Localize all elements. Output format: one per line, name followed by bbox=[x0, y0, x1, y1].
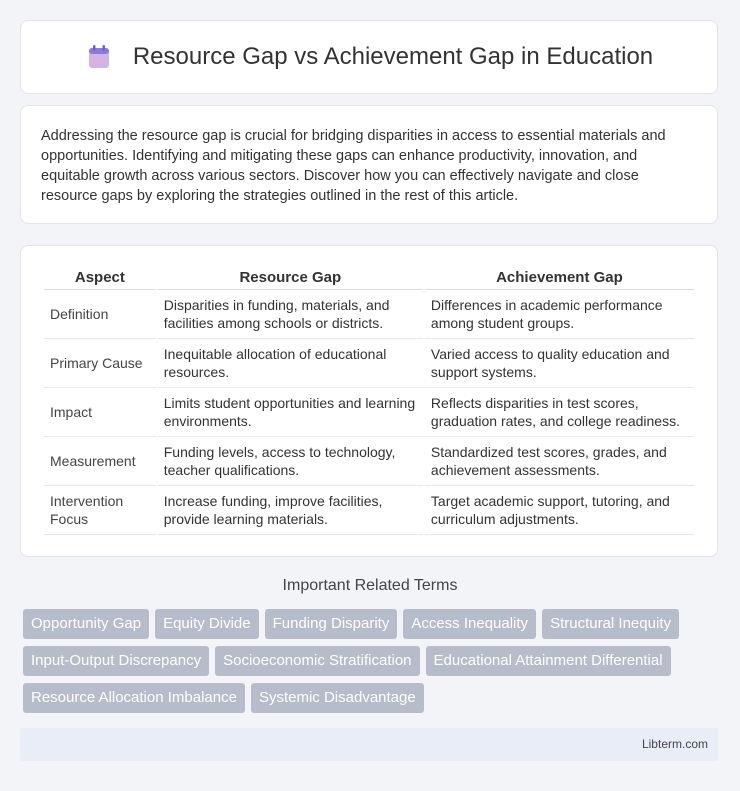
table-row bbox=[44, 290, 694, 339]
table-header-row bbox=[44, 266, 694, 290]
column-header-resource-gap: Resource Gap bbox=[158, 266, 423, 290]
intro-card bbox=[20, 105, 718, 224]
page-title: Resource Gap vs Achievement Gap in Education bbox=[132, 43, 654, 70]
related-term-tag[interactable]: Equity Divide bbox=[155, 609, 259, 639]
comparison-table bbox=[42, 266, 696, 535]
achievement-gap-cell: Target academic support, tutoring, and curriculum adjustments. bbox=[425, 486, 694, 535]
related-term-tag[interactable]: Input-Output Discrepancy bbox=[23, 646, 209, 676]
achievement-gap-cell: Standardized test scores, grades, and achievement assessments. bbox=[425, 437, 694, 486]
aspect-cell: Primary Cause bbox=[44, 339, 156, 388]
aspect-cell: Measurement bbox=[44, 437, 156, 486]
notepad-icon bbox=[85, 43, 113, 71]
column-header-achievement-gap: Achievement Gap bbox=[425, 266, 694, 290]
resource-gap-cell: Disparities in funding, materials, and facilities among schools or districts. bbox=[158, 290, 423, 339]
resource-gap-cell: Funding levels, access to technology, teacher qualifications. bbox=[158, 437, 423, 486]
related-term-tag[interactable]: Access Inequality bbox=[403, 609, 536, 639]
table-row bbox=[44, 437, 694, 486]
related-terms-heading: Important Related Terms bbox=[282, 577, 458, 594]
related-term-tag[interactable]: Socioeconomic Stratification bbox=[215, 646, 419, 676]
table-row bbox=[44, 388, 694, 437]
related-terms-list bbox=[23, 609, 723, 713]
resource-gap-cell: Limits student opportunities and learning environments. bbox=[158, 388, 423, 437]
related-term-tag[interactable]: Resource Allocation Imbalance bbox=[23, 683, 245, 713]
achievement-gap-cell: Differences in academic performance among student groups. bbox=[425, 290, 694, 339]
related-term-tag[interactable]: Funding Disparity bbox=[265, 609, 398, 639]
aspect-cell: Impact bbox=[44, 388, 156, 437]
related-term-tag[interactable]: Structural Inequity bbox=[542, 609, 679, 639]
related-term-tag[interactable]: Systemic Disadvantage bbox=[251, 683, 424, 713]
aspect-cell: Intervention Focus bbox=[44, 486, 156, 535]
related-term-tag[interactable]: Opportunity Gap bbox=[23, 609, 149, 639]
resource-gap-cell: Inequitable allocation of educational resources. bbox=[158, 339, 423, 388]
resource-gap-cell: Increase funding, improve facilities, provide learning materials. bbox=[158, 486, 423, 535]
table-row bbox=[44, 339, 694, 388]
related-term-tag[interactable]: Educational Attainment Differential bbox=[426, 646, 671, 676]
footer bbox=[20, 728, 718, 761]
intro-text: Addressing the resource gap is crucial for bridging disparities in access to essential materials and opportunities. Identifying and mitigating these gaps can enhance productivity, innovation, and equitable growth across various sectors. Discover how you can effectively navigate and close resource gaps by exploring the strategies outlined in the rest of this article. bbox=[41, 128, 666, 204]
table-row bbox=[44, 486, 694, 535]
achievement-gap-cell: Reflects disparities in test scores, graduation rates, and college readiness. bbox=[425, 388, 694, 437]
comparison-table-card bbox=[20, 245, 718, 557]
footer-brand-link[interactable]: Libterm.com bbox=[641, 737, 708, 751]
achievement-gap-cell: Varied access to quality education and support systems. bbox=[425, 339, 694, 388]
header-card bbox=[20, 20, 718, 94]
aspect-cell: Definition bbox=[44, 290, 156, 339]
column-header-aspect: Aspect bbox=[44, 266, 156, 290]
